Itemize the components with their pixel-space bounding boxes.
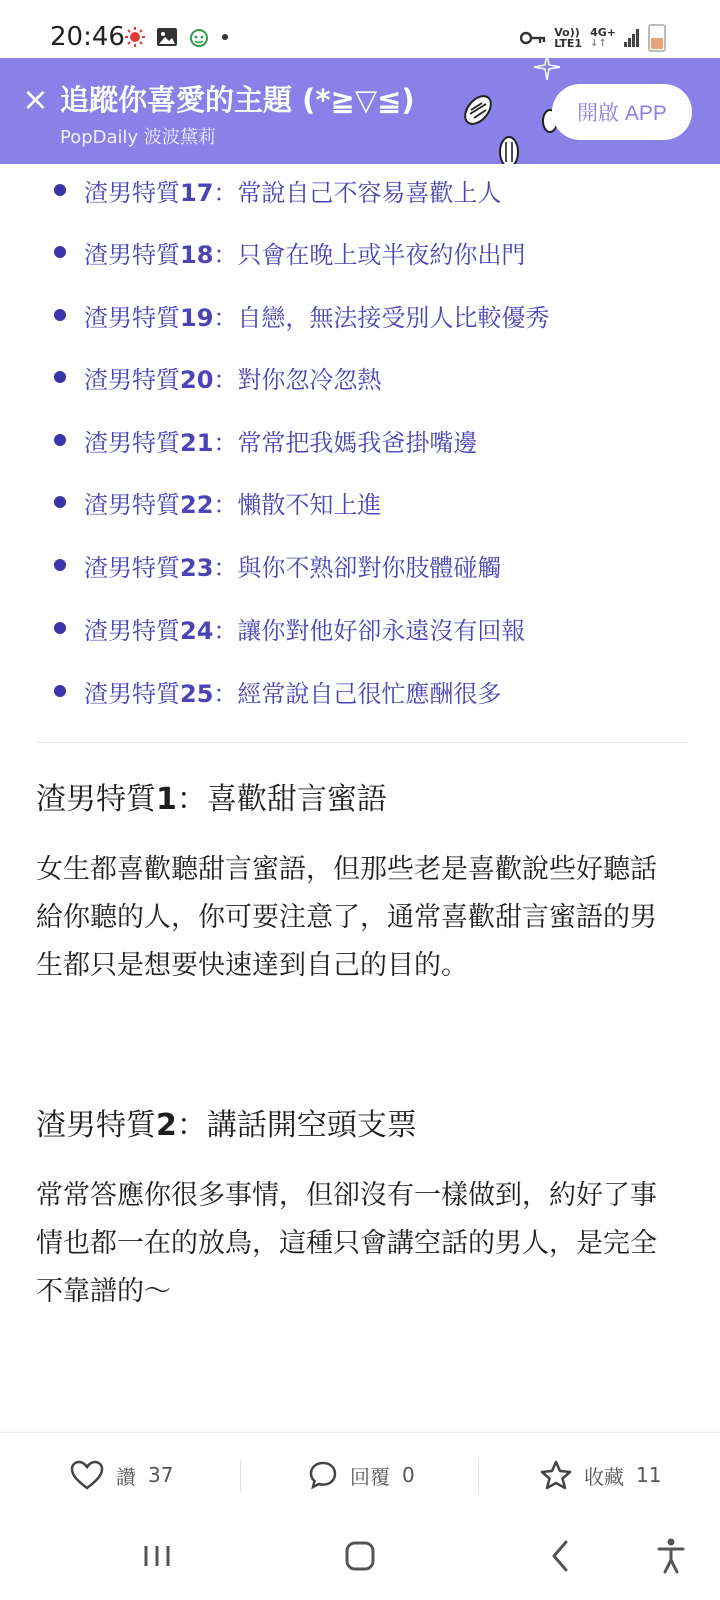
sparkle-icon bbox=[532, 58, 562, 82]
banner-title: 追蹤你喜愛的主題 (*≧▽≦) bbox=[60, 83, 415, 117]
accessibility-icon[interactable] bbox=[656, 1536, 686, 1576]
network-type bbox=[590, 27, 616, 49]
section-body-2: 常常答應你很多事情，但卻沒有一樣做到，約好了事情也都一在的放鳥，這種只會講空話的男人，是完全不靠譜的～ bbox=[36, 1180, 657, 1307]
notification-icons bbox=[124, 26, 230, 48]
bullet bbox=[54, 371, 66, 383]
toc-item-link[interactable]: 渣男特質18：只會在晚上或半夜約你出門 bbox=[84, 240, 526, 269]
divider bbox=[36, 742, 688, 743]
bullet bbox=[54, 309, 66, 321]
toc-item-22[interactable] bbox=[54, 482, 381, 522]
like-label: 讚 bbox=[116, 1464, 136, 1489]
section-heading-2: 渣男特質2：講話開空頭支票 bbox=[36, 1108, 417, 1143]
red-sun-icon bbox=[124, 26, 146, 48]
toc-item-link[interactable]: 渣男特質24：讓你對他好卻永遠沒有回報 bbox=[84, 616, 526, 645]
like-button[interactable] bbox=[70, 1433, 173, 1517]
bullet bbox=[54, 685, 66, 697]
separator bbox=[240, 1459, 241, 1493]
status-time: 20:46 bbox=[50, 22, 125, 52]
heart-icon bbox=[70, 1460, 104, 1490]
home-icon[interactable] bbox=[342, 1536, 378, 1576]
network-bottom: LTE1 bbox=[554, 37, 583, 50]
bean-doodle-icon bbox=[458, 90, 498, 130]
system-nav-bar bbox=[0, 1516, 720, 1600]
gallery-icon bbox=[156, 27, 178, 47]
status-right-icons bbox=[520, 24, 666, 52]
star-icon bbox=[540, 1460, 572, 1490]
bottom-action-bar bbox=[0, 1432, 720, 1517]
toc-item-17[interactable] bbox=[54, 170, 501, 210]
favorite-count: 11 bbox=[636, 1463, 662, 1487]
data-arrows-icon: ↓↑ bbox=[590, 38, 607, 49]
toc-item-24[interactable] bbox=[54, 608, 525, 648]
toc-item-19[interactable] bbox=[54, 295, 549, 335]
toc-item-link[interactable]: 渣男特質23：與你不熟卻對你肢體碰觸 bbox=[84, 553, 502, 582]
reply-count: 0 bbox=[402, 1463, 415, 1487]
toc-item-20[interactable] bbox=[54, 357, 381, 397]
close-icon[interactable]: × bbox=[22, 80, 49, 118]
app-promo-banner bbox=[0, 58, 720, 164]
comment-icon bbox=[308, 1460, 338, 1490]
like-count: 37 bbox=[148, 1463, 174, 1487]
toc-item-link[interactable]: 渣男特質21：常常把我媽我爸掛嘴邊 bbox=[84, 428, 478, 457]
key-icon bbox=[520, 30, 546, 46]
toc-item-link[interactable]: 渣男特質22：懶散不知上進 bbox=[84, 490, 382, 519]
toc-item-link[interactable]: 渣男特質19：自戀，無法接受別人比較優秀 bbox=[84, 303, 550, 332]
toc-item-21[interactable] bbox=[54, 420, 477, 460]
signal-icon bbox=[624, 29, 640, 47]
android-face-icon bbox=[188, 26, 210, 48]
bean-doodle-icon-2 bbox=[494, 134, 524, 164]
toc-item-link[interactable]: 渣男特質20：對你忽冷忽熱 bbox=[84, 365, 382, 394]
dot-icon bbox=[220, 32, 230, 42]
toc-item-link[interactable]: 渣男特質17：常說自己不容易喜歡上人 bbox=[84, 178, 502, 207]
reply-label: 回覆 bbox=[350, 1464, 390, 1489]
section-body-1: 女生都喜歡聽甜言蜜語，但那些老是喜歡說些好聽話給你聽的人，你可要注意了，通常喜歡甜言蜜語的男生都只是想要快速達到自己的目的。 bbox=[36, 854, 657, 981]
back-icon[interactable] bbox=[548, 1536, 572, 1576]
reply-button[interactable] bbox=[308, 1433, 415, 1517]
bullet bbox=[54, 559, 66, 571]
network-label bbox=[554, 27, 582, 49]
bullet bbox=[54, 496, 66, 508]
favorite-button[interactable] bbox=[540, 1433, 661, 1517]
bullet bbox=[54, 184, 66, 196]
toc-item-link[interactable]: 渣男特質25：經常說自己很忙應酬很多 bbox=[84, 679, 502, 708]
battery-icon bbox=[648, 24, 666, 52]
bullet bbox=[54, 434, 66, 446]
bullet bbox=[54, 246, 66, 258]
network-top: Vo)) bbox=[554, 26, 580, 39]
status-bar bbox=[0, 0, 720, 58]
banner-subtitle: PopDaily 波波黛莉 bbox=[60, 127, 216, 148]
network-type-label: 4G+ bbox=[590, 26, 616, 39]
section-heading-1: 渣男特質1：喜歡甜言蜜語 bbox=[36, 782, 387, 817]
favorite-label: 收藏 bbox=[584, 1464, 624, 1489]
toc-item-25[interactable] bbox=[54, 671, 501, 711]
recent-apps-icon[interactable] bbox=[142, 1536, 172, 1576]
open-app-button[interactable]: 開啟 APP bbox=[552, 84, 692, 140]
bullet bbox=[54, 622, 66, 634]
separator bbox=[478, 1459, 479, 1493]
toc-item-18[interactable] bbox=[54, 232, 525, 272]
toc-item-23[interactable] bbox=[54, 545, 501, 585]
